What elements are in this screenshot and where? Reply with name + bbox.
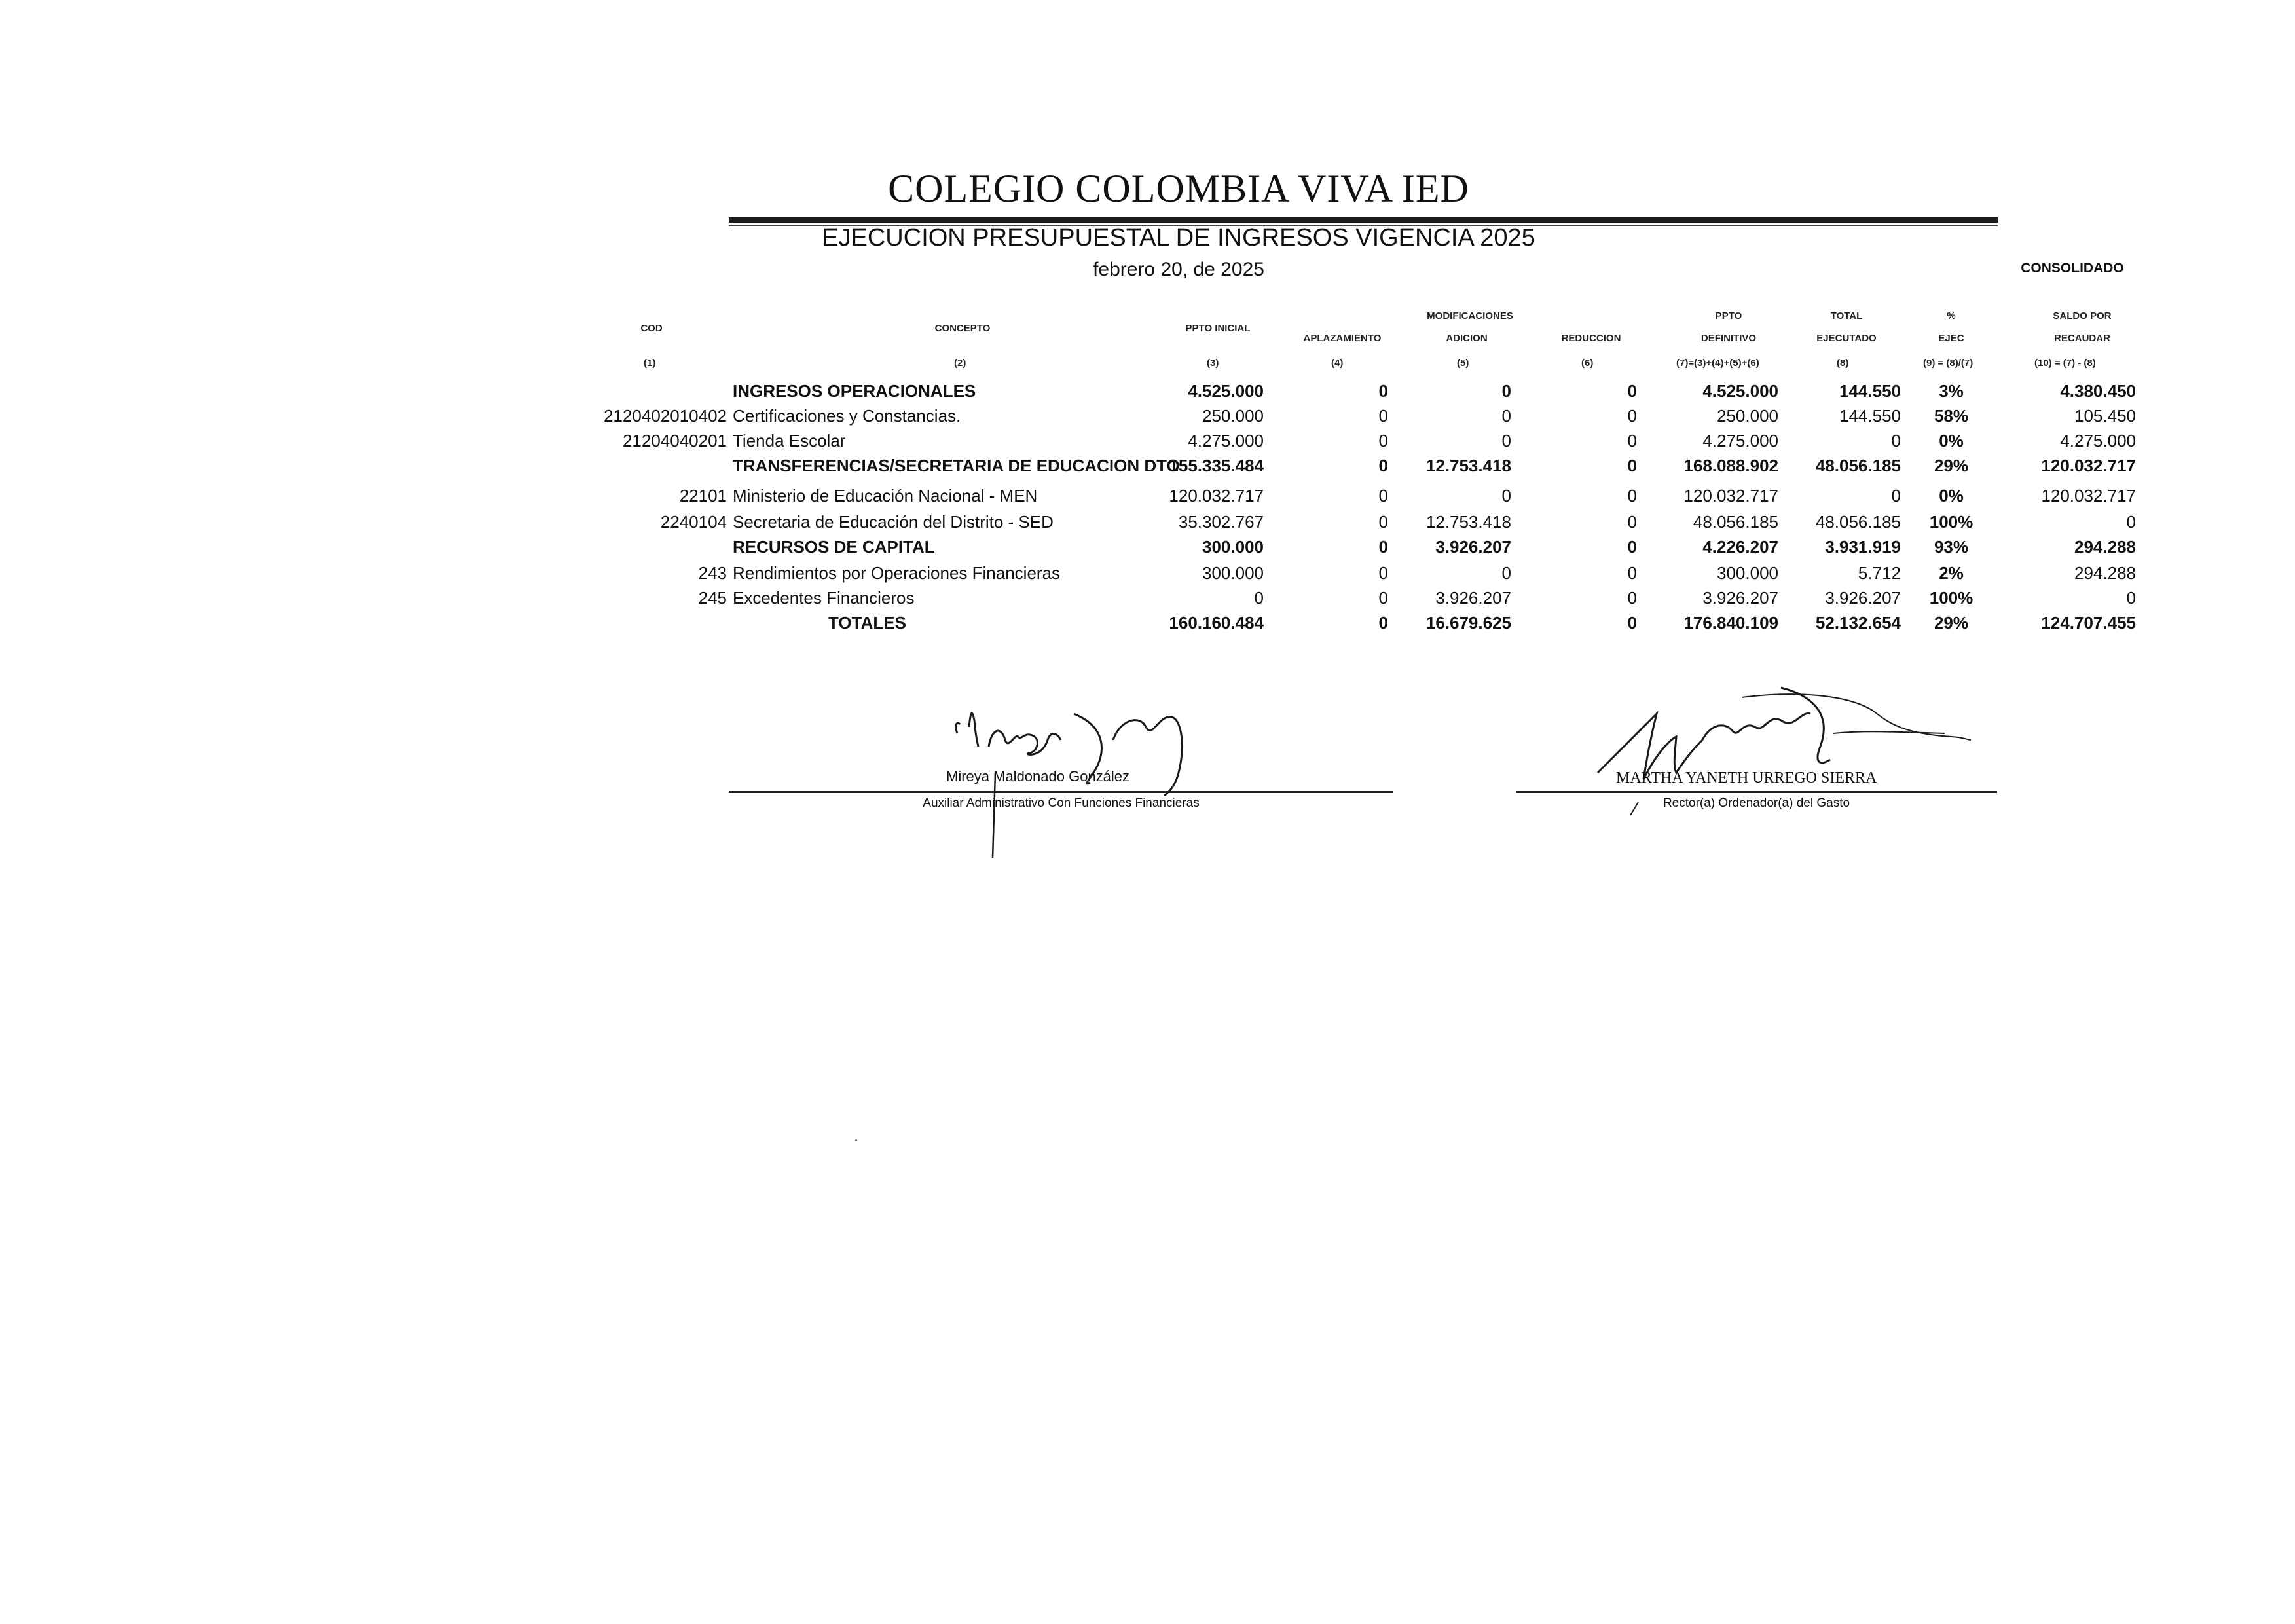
cell-ppto-inicial: 300.000 [1202, 563, 1264, 583]
header-cod: COD [640, 323, 663, 334]
colnum-4: (4) [1331, 358, 1344, 369]
cell-adicion: 0 [1501, 486, 1511, 506]
cell-ejec: 3% [1939, 381, 1964, 401]
cell-reduccion: 0 [1627, 431, 1637, 451]
cell-concepto: Secretaria de Educación del Distrito - SED [733, 512, 1054, 532]
scope-label: CONSOLIDADO [2021, 261, 2124, 276]
cell-adicion: 3.926.207 [1435, 588, 1511, 608]
signer-name-right: MARTHA YANETH URREGO SIERRA [1616, 769, 1877, 786]
cell-reduccion: 0 [1627, 563, 1637, 583]
colnum-5: (5) [1457, 358, 1469, 369]
signer-role-right: Rector(a) Ordenador(a) del Gasto [1662, 796, 1850, 810]
colnum-10: (10) = (7) - (8) [2034, 358, 2096, 369]
cell-definitivo: 3.926.207 [1702, 588, 1778, 608]
table-row [0, 483, 2295, 508]
cell-cod: 2120402010402 [604, 406, 727, 426]
cell-ppto-inicial: 155.335.484 [1169, 456, 1264, 475]
header-concepto: CONCEPTO [934, 323, 991, 334]
cell-ppto-inicial: 0 [1254, 588, 1264, 608]
colnum-1: (1) [644, 358, 656, 369]
header-ppto: PPTO [1715, 310, 1742, 322]
cell-ejecutado: 5.712 [1858, 563, 1901, 583]
colnum-7: (7)=(3)+(4)+(5)+(6) [1676, 358, 1759, 369]
cell-ejec: 100% [1929, 512, 1974, 532]
cell-saldo: 105.450 [2074, 406, 2136, 426]
table-row [0, 428, 2295, 453]
cell-definitivo: 176.840.109 [1683, 613, 1778, 633]
cell-reduccion: 0 [1627, 613, 1637, 633]
header-reduccion: REDUCCION [1561, 333, 1621, 344]
colnum-3: (3) [1207, 358, 1219, 369]
document-subtitle: EJECUCION PRESUPUESTAL DE INGRESOS VIGENCIA 2025 [822, 224, 1535, 251]
cell-ejec: 0% [1939, 486, 1964, 506]
header-definitivo: DEFINITIVO [1700, 333, 1757, 344]
cell-ejecutado: 3.926.207 [1825, 588, 1901, 608]
cell-definitivo: 250.000 [1717, 406, 1778, 426]
signer-name-left: Mireya Maldonado González [946, 768, 1130, 784]
cell-concepto: Tienda Escolar [733, 431, 846, 451]
cell-ppto-inicial: 35.302.767 [1178, 512, 1264, 532]
cell-saldo: 0 [2126, 512, 2136, 532]
cell-ejecutado: 48.056.185 [1815, 512, 1901, 532]
cell-aplazamiento: 0 [1378, 512, 1388, 532]
cell-ppto-inicial: 300.000 [1202, 537, 1264, 557]
cell-cod: 2240104 [660, 512, 727, 532]
signature-line-right [1516, 791, 1997, 793]
cell-aplazamiento: 0 [1378, 381, 1388, 401]
cell-aplazamiento: 0 [1378, 431, 1388, 451]
cell-ejec: 29% [1934, 613, 1969, 633]
cell-definitivo: 4.525.000 [1702, 381, 1778, 401]
header-total: TOTAL [1830, 310, 1863, 322]
scan-speck [855, 1139, 857, 1141]
cell-ppto-inicial: 160.160.484 [1169, 613, 1264, 633]
cell-reduccion: 0 [1627, 406, 1637, 426]
cell-definitivo: 168.088.902 [1683, 456, 1778, 475]
cell-reduccion: 0 [1627, 456, 1637, 475]
table-row [0, 585, 2295, 610]
table-row [0, 453, 2295, 478]
cell-cod: 21204040201 [622, 431, 727, 451]
cell-ppto-inicial: 4.275.000 [1188, 431, 1264, 451]
cell-adicion: 0 [1501, 563, 1511, 583]
cell-ppto-inicial: 120.032.717 [1169, 486, 1264, 506]
cell-aplazamiento: 0 [1378, 406, 1388, 426]
cell-ejec: 29% [1934, 456, 1969, 475]
cell-ejec: 100% [1929, 588, 1974, 608]
cell-adicion: 16.679.625 [1425, 613, 1511, 633]
colnum-9: (9) = (8)/(7) [1923, 358, 1974, 369]
cell-ejecutado: 52.132.654 [1815, 613, 1901, 633]
cell-reduccion: 0 [1627, 512, 1637, 532]
cell-concepto: Excedentes Financieros [733, 588, 915, 608]
cell-concepto: TRANSFERENCIAS/SECRETARIA DE EDUCACION DTO [733, 456, 1180, 475]
cell-definitivo: 300.000 [1717, 563, 1778, 583]
header-aplazamiento: APLAZAMIENTO [1303, 333, 1382, 344]
document-date: febrero 20, de 2025 [1093, 259, 1264, 280]
cell-cod: 22101 [679, 486, 727, 506]
table-row [0, 561, 2295, 585]
cell-aplazamiento: 0 [1378, 613, 1388, 633]
cell-concepto: TOTALES [828, 613, 906, 633]
cell-definitivo: 48.056.185 [1693, 512, 1778, 532]
header-recaudar: RECAUDAR [2054, 333, 2110, 344]
cell-ejecutado: 144.550 [1839, 406, 1901, 426]
cell-concepto: Certificaciones y Constancias. [733, 406, 961, 426]
cell-reduccion: 0 [1627, 381, 1637, 401]
table-row [0, 534, 2295, 559]
cell-ppto-inicial: 4.525.000 [1188, 381, 1264, 401]
cell-adicion: 0 [1501, 381, 1511, 401]
cell-ejecutado: 48.056.185 [1815, 456, 1901, 475]
cell-concepto: RECURSOS DE CAPITAL [733, 537, 935, 557]
cell-ejec: 0% [1939, 431, 1964, 451]
cell-saldo: 124.707.455 [2041, 613, 2136, 633]
cell-cod: 245 [698, 588, 727, 608]
cell-reduccion: 0 [1627, 588, 1637, 608]
header-modificaciones: MODIFICACIONES [1427, 310, 1513, 322]
table-row [0, 509, 2295, 534]
cell-cod: 243 [698, 563, 727, 583]
cell-concepto: Ministerio de Educación Nacional - MEN [733, 486, 1038, 506]
cell-aplazamiento: 0 [1378, 456, 1388, 475]
cell-adicion: 12.753.418 [1425, 456, 1511, 475]
header-ppto-inicial: PPTO INICIAL [1185, 323, 1251, 334]
cell-saldo: 4.380.450 [2060, 381, 2136, 401]
table-row [0, 378, 2295, 403]
cell-aplazamiento: 0 [1378, 486, 1388, 506]
cell-ejec: 2% [1939, 563, 1964, 583]
colnum-2: (2) [954, 358, 966, 369]
cell-concepto: INGRESOS OPERACIONALES [733, 381, 976, 401]
cell-saldo: 294.288 [2074, 537, 2136, 557]
colnum-8: (8) [1837, 358, 1849, 369]
signer-role-left: Auxiliar Administrativo Con Funciones Financieras [923, 796, 1200, 810]
cell-adicion: 12.753.418 [1425, 512, 1511, 532]
cell-adicion: 0 [1501, 406, 1511, 426]
cell-adicion: 3.926.207 [1435, 537, 1511, 557]
cell-aplazamiento: 0 [1378, 537, 1388, 557]
signature-line-left [729, 791, 1393, 793]
cell-aplazamiento: 0 [1378, 588, 1388, 608]
title-rule [729, 217, 1998, 223]
cell-ppto-inicial: 250.000 [1202, 406, 1264, 426]
cell-ejec: 58% [1934, 406, 1969, 426]
totals-row [0, 610, 2295, 635]
cell-ejec: 93% [1934, 537, 1969, 557]
document-title: COLEGIO COLOMBIA VIVA IED [888, 167, 1469, 210]
cell-ejecutado: 3.931.919 [1825, 537, 1901, 557]
cell-saldo: 4.275.000 [2060, 431, 2136, 451]
cell-reduccion: 0 [1627, 537, 1637, 557]
cell-definitivo: 120.032.717 [1683, 486, 1778, 506]
header-adicion: ADICION [1446, 333, 1488, 344]
cell-ejecutado: 144.550 [1839, 381, 1901, 401]
header-ejecutado: EJECUTADO [1816, 333, 1877, 344]
cell-adicion: 0 [1501, 431, 1511, 451]
cell-saldo: 294.288 [2074, 563, 2136, 583]
cell-ejecutado: 0 [1891, 431, 1901, 451]
cell-concepto: Rendimientos por Operaciones Financieras [733, 563, 1061, 583]
table-row [0, 403, 2295, 428]
cell-definitivo: 4.275.000 [1702, 431, 1778, 451]
cell-reduccion: 0 [1627, 486, 1637, 506]
cell-aplazamiento: 0 [1378, 563, 1388, 583]
header-saldo-por: SALDO POR [2053, 310, 2112, 322]
header-pct: % [1947, 310, 1956, 322]
header-ejec: EJEC [1938, 333, 1964, 344]
cell-saldo: 120.032.717 [2041, 456, 2136, 475]
colnum-6: (6) [1581, 358, 1594, 369]
cell-definitivo: 4.226.207 [1702, 537, 1778, 557]
cell-ejecutado: 0 [1891, 486, 1901, 506]
cell-saldo: 0 [2126, 588, 2136, 608]
cell-saldo: 120.032.717 [2041, 486, 2136, 506]
